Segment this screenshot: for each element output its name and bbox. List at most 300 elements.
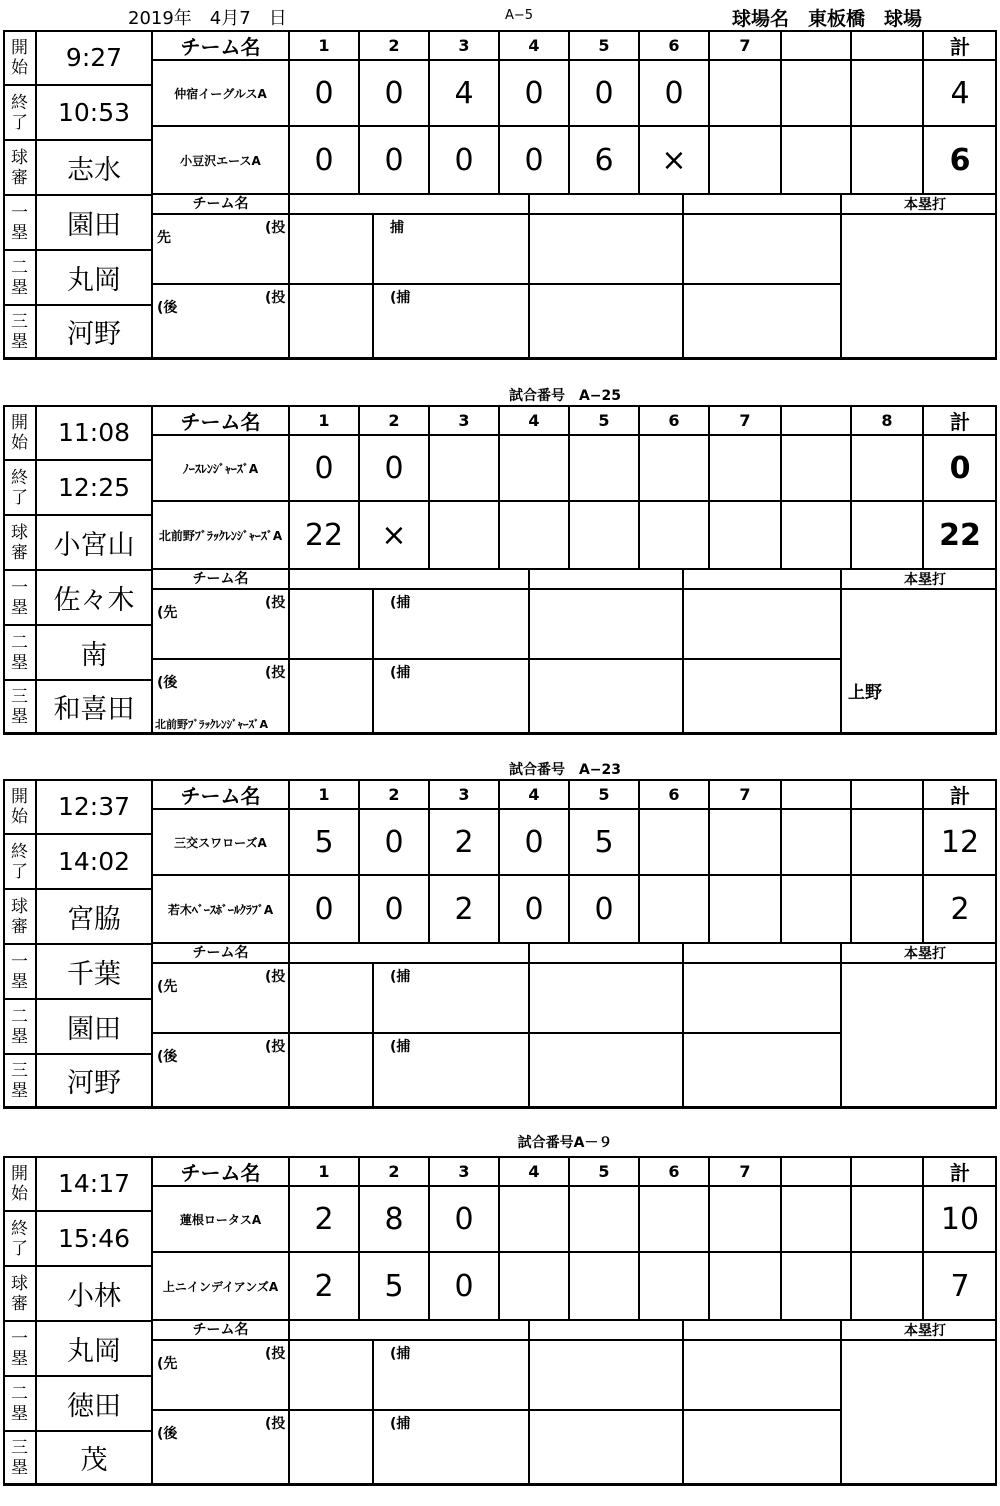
second-base-umpire: 徳田 — [36, 1376, 152, 1431]
inning-score: 5 — [359, 1252, 429, 1320]
inning-score: 0 — [429, 126, 499, 194]
team-name: 上ニインデイアンズA — [152, 1252, 289, 1320]
inning-score — [709, 435, 781, 501]
total-header: 計 — [923, 779, 997, 809]
pitcher-label: (投 — [265, 1346, 286, 1362]
plate-umpire-name: 宮脇 — [36, 889, 152, 944]
start-label — [3, 405, 36, 460]
inning-score: 22 — [289, 501, 359, 569]
catcher-label: (捕 — [390, 1416, 411, 1432]
plate-umpire-label-text: 球審 — [11, 522, 28, 563]
plate-umpire-name: 志水 — [36, 140, 152, 195]
battery-team-cell — [152, 1410, 289, 1484]
plate-umpire-label-text: 球審 — [11, 896, 28, 937]
first-base-label — [3, 944, 36, 999]
home-run-header: 本塁打 — [841, 569, 997, 589]
first-base-umpire: 園田 — [36, 195, 152, 250]
start-time: 14:17 — [36, 1156, 152, 1211]
team-name: 若木ﾍﾞｰｽﾎﾞｰﾙｸﾗﾌﾞA — [152, 875, 289, 943]
lineup-cell — [529, 1033, 683, 1107]
batting-order-label: (後 — [157, 300, 178, 316]
inning-score — [429, 435, 499, 501]
lineup-cell — [683, 1410, 841, 1484]
second-base-umpire: 丸岡 — [36, 250, 152, 305]
inning-score: 6 — [569, 126, 639, 194]
inning-score — [851, 1252, 923, 1320]
inning-header: 6 — [639, 405, 709, 435]
inning-score — [639, 1252, 709, 1320]
catcher-cell — [373, 214, 529, 284]
lineup-header-cell — [289, 194, 529, 214]
first-base-label — [3, 195, 36, 250]
inning-score — [851, 1186, 923, 1252]
inning-score — [781, 1252, 851, 1320]
catcher-label: 捕 — [390, 220, 404, 236]
inning-score: 0 — [289, 126, 359, 194]
batting-order-label: (先 — [157, 979, 178, 995]
team-name-header: チーム名 — [152, 779, 289, 809]
inning-score — [781, 126, 851, 194]
home-run-header: 本塁打 — [841, 1320, 997, 1340]
batting-order-label: (先 — [157, 605, 178, 621]
inning-score: 2 — [289, 1186, 359, 1252]
end-label-text: 終了 — [11, 1218, 28, 1259]
pitcher-cell — [289, 589, 373, 659]
inning-header: 7 — [709, 30, 781, 60]
team-name: 三交スワローズA — [152, 809, 289, 875]
third-base-umpire: 河野 — [36, 305, 152, 358]
inning-header: 7 — [709, 779, 781, 809]
total-header: 計 — [923, 1156, 997, 1186]
inning-header: 2 — [359, 779, 429, 809]
inning-score — [639, 435, 709, 501]
inning-score: 0 — [289, 875, 359, 943]
inning-score: 0 — [569, 875, 639, 943]
pitcher-label: (投 — [265, 665, 286, 681]
inning-score — [709, 1186, 781, 1252]
plate-umpire-label-text: 球審 — [11, 1273, 28, 1314]
inning-header: 1 — [289, 405, 359, 435]
team-name-header: チーム名 — [152, 1156, 289, 1186]
inning-score — [851, 60, 923, 126]
pitcher-cell — [289, 659, 373, 733]
lineup-header-cell — [529, 943, 683, 963]
plate-umpire-name: 小宮山 — [36, 515, 152, 570]
plate-umpire-label — [3, 889, 36, 944]
second-base-label — [3, 999, 36, 1054]
inning-score — [851, 809, 923, 875]
start-time: 11:08 — [36, 405, 152, 460]
inning-score — [781, 501, 851, 569]
plate-umpire-name: 小林 — [36, 1266, 152, 1321]
plate-umpire-label — [3, 140, 36, 195]
inning-score: 0 — [359, 809, 429, 875]
pitcher-cell — [289, 1340, 373, 1410]
inning-score: 0 — [499, 126, 569, 194]
second-base-label-text: 二塁 — [11, 257, 28, 298]
batting-order-label: (後 — [157, 1426, 178, 1442]
lineup-team-name-header: チーム名 — [152, 1320, 289, 1340]
catcher-label: (捕 — [390, 1346, 411, 1362]
inning-header: 7 — [709, 405, 781, 435]
lineup-cell — [529, 284, 683, 358]
battery-team-cell — [152, 589, 289, 659]
first-base-label — [3, 570, 36, 625]
team-name: 蓮根ロータスA — [152, 1186, 289, 1252]
inning-score — [709, 875, 781, 943]
inning-header — [781, 1156, 851, 1186]
second-base-umpire: 園田 — [36, 999, 152, 1054]
inning-score: 0 — [639, 60, 709, 126]
pitcher-cell — [289, 963, 373, 1033]
inning-score: 0 — [499, 60, 569, 126]
pitcher-label: (投 — [265, 220, 286, 236]
inning-score — [851, 501, 923, 569]
inning-score: 0 — [289, 60, 359, 126]
third-base-label — [3, 680, 36, 733]
second-base-label — [3, 1376, 36, 1431]
inning-header: 3 — [429, 30, 499, 60]
home-run-team-name: 北前野ﾌﾞﾗｯｸﾚﾝｼﾞｬｰｽﾞA — [155, 718, 269, 731]
first-base-umpire: 丸岡 — [36, 1321, 152, 1376]
lineup-header-cell — [289, 569, 529, 589]
inning-header: 2 — [359, 405, 429, 435]
end-time: 15:46 — [36, 1211, 152, 1266]
first-base-label — [3, 1321, 36, 1376]
team-name: 北前野ﾌﾞﾗｯｸﾚﾝｼﾞｬｰｽﾞA — [152, 501, 289, 569]
third-base-umpire: 河野 — [36, 1054, 152, 1107]
first-base-umpire: 千葉 — [36, 944, 152, 999]
start-label-text: 開始 — [11, 412, 28, 453]
catcher-label: (捕 — [390, 1039, 411, 1055]
inning-header: 6 — [639, 779, 709, 809]
start-label — [3, 30, 36, 85]
inning-score: 2 — [429, 875, 499, 943]
inning-score: 0 — [289, 435, 359, 501]
team-name-header: チーム名 — [152, 405, 289, 435]
inning-score — [639, 501, 709, 569]
pitcher-cell — [289, 284, 373, 358]
inning-score: 0 — [359, 435, 429, 501]
pitcher-label: (投 — [265, 595, 286, 611]
total-header: 計 — [923, 30, 997, 60]
team-total: 22 — [923, 501, 997, 569]
pitcher-cell — [289, 1410, 373, 1484]
game-number-title: 試合番号 A−25 — [508, 388, 622, 404]
inning-header: 2 — [359, 1156, 429, 1186]
inning-score — [781, 809, 851, 875]
inning-header: 5 — [569, 1156, 639, 1186]
second-base-label-text: 二塁 — [11, 1006, 28, 1047]
end-label — [3, 1211, 36, 1266]
lineup-header-cell — [683, 569, 841, 589]
lineup-cell — [683, 1340, 841, 1410]
end-label-text: 終了 — [11, 467, 28, 508]
lineup-header-cell — [683, 1320, 841, 1340]
inning-score — [569, 1252, 639, 1320]
lineup-cell — [683, 214, 841, 284]
battery-team-cell — [152, 963, 289, 1033]
inning-score — [639, 1186, 709, 1252]
third-base-label — [3, 1054, 36, 1107]
end-time: 10:53 — [36, 85, 152, 140]
catcher-cell — [373, 1410, 529, 1484]
second-base-label-text: 二塁 — [11, 632, 28, 673]
team-name: 小豆沢エースA — [152, 126, 289, 194]
third-base-label-text: 三塁 — [11, 311, 28, 352]
second-base-label — [3, 250, 36, 305]
inning-header — [781, 30, 851, 60]
inning-header: 2 — [359, 30, 429, 60]
inning-score: 0 — [359, 875, 429, 943]
inning-score — [709, 60, 781, 126]
plate-umpire-label — [3, 1266, 36, 1321]
inning-score — [781, 435, 851, 501]
catcher-cell — [373, 1033, 529, 1107]
home-run-cell — [841, 214, 997, 358]
third-base-umpire: 和喜田 — [36, 680, 152, 733]
batting-order-label: (後 — [157, 675, 178, 691]
inning-score — [709, 501, 781, 569]
inning-header — [781, 405, 851, 435]
lineup-cell — [529, 1340, 683, 1410]
third-base-label-text: 三塁 — [11, 1060, 28, 1101]
start-time: 12:37 — [36, 779, 152, 834]
lineup-cell — [683, 589, 841, 659]
game-number-title: 試合番号 A−23 — [508, 762, 622, 778]
end-label — [3, 85, 36, 140]
first-base-label-text: 一塁 — [11, 951, 28, 992]
inning-score: 2 — [289, 1252, 359, 1320]
lineup-cell — [529, 963, 683, 1033]
inning-score — [569, 435, 639, 501]
pitcher-label: (投 — [265, 969, 286, 985]
catcher-cell — [373, 589, 529, 659]
team-total: 2 — [923, 875, 997, 943]
battery-team-cell — [152, 659, 289, 733]
inning-score — [499, 501, 569, 569]
inning-score: × — [639, 126, 709, 194]
team-name: 仲宿イーグルスA — [152, 60, 289, 126]
pitcher-label: (投 — [265, 1416, 286, 1432]
game-scorecard — [3, 30, 997, 380]
battery-team-cell — [152, 1033, 289, 1107]
lineup-header-cell — [529, 1320, 683, 1340]
game-scorecard — [3, 779, 997, 1129]
pitcher-cell — [289, 214, 373, 284]
lineup-cell — [683, 284, 841, 358]
inning-score — [851, 875, 923, 943]
venue-name: 球場名 東板橋 球場 — [732, 8, 923, 30]
catcher-cell — [373, 659, 529, 733]
inning-score — [709, 126, 781, 194]
catcher-label: (捕 — [390, 595, 411, 611]
catcher-label: (捕 — [390, 969, 411, 985]
start-time: 9:27 — [36, 30, 152, 85]
inning-header — [851, 30, 923, 60]
inning-score — [709, 809, 781, 875]
inning-score — [569, 501, 639, 569]
first-base-label-text: 一塁 — [11, 577, 28, 618]
inning-score — [781, 1186, 851, 1252]
start-label-text: 開始 — [11, 37, 28, 78]
inning-header — [851, 779, 923, 809]
home-run-entry: 上野 — [848, 683, 882, 703]
end-label-text: 終了 — [11, 841, 28, 882]
total-header: 計 — [923, 405, 997, 435]
end-label — [3, 834, 36, 889]
plate-umpire-label-text: 球審 — [11, 147, 28, 188]
inning-score — [709, 1252, 781, 1320]
first-base-umpire: 佐々木 — [36, 570, 152, 625]
inning-header: 4 — [499, 1156, 569, 1186]
team-name-header: チーム名 — [152, 30, 289, 60]
inning-score: 0 — [429, 1186, 499, 1252]
pitcher-cell — [289, 1033, 373, 1107]
team-total: 4 — [923, 60, 997, 126]
inning-score — [781, 60, 851, 126]
inning-header: 6 — [639, 1156, 709, 1186]
inning-header: 3 — [429, 405, 499, 435]
end-label — [3, 460, 36, 515]
inning-score: 0 — [569, 60, 639, 126]
inning-score: 8 — [359, 1186, 429, 1252]
inning-header: 5 — [569, 405, 639, 435]
batting-order-label: (後 — [157, 1049, 178, 1065]
second-base-label-text: 二塁 — [11, 1383, 28, 1424]
inning-header: 5 — [569, 779, 639, 809]
third-base-label-text: 三塁 — [11, 1437, 28, 1478]
inning-header: 7 — [709, 1156, 781, 1186]
start-label — [3, 779, 36, 834]
inning-score — [639, 809, 709, 875]
inning-score: 5 — [569, 809, 639, 875]
game-scorecard — [3, 1156, 997, 1506]
match-date: 2019年 4月7 日 — [128, 8, 287, 29]
end-label-text: 終了 — [11, 92, 28, 133]
lineup-team-name-header: チーム名 — [152, 569, 289, 589]
lineup-cell — [683, 1033, 841, 1107]
batting-order-label: 先 — [157, 230, 171, 246]
lineup-header-cell — [529, 194, 683, 214]
home-run-cell — [841, 1340, 997, 1484]
inning-score: 5 — [289, 809, 359, 875]
inning-score: 0 — [429, 1252, 499, 1320]
catcher-cell — [373, 1340, 529, 1410]
lineup-header-cell — [683, 943, 841, 963]
lineup-cell — [683, 963, 841, 1033]
inning-score — [499, 435, 569, 501]
inning-score — [499, 1186, 569, 1252]
lineup-cell — [529, 659, 683, 733]
home-run-cell — [841, 963, 997, 1107]
inning-header: 1 — [289, 779, 359, 809]
lineup-cell — [529, 1410, 683, 1484]
inning-score — [851, 126, 923, 194]
pitcher-label: (投 — [265, 1039, 286, 1055]
catcher-cell — [373, 963, 529, 1033]
end-time: 12:25 — [36, 460, 152, 515]
inning-header: 6 — [639, 30, 709, 60]
inning-score: 4 — [429, 60, 499, 126]
game-scorecard — [3, 405, 997, 755]
catcher-label: (捕 — [390, 665, 411, 681]
first-base-label-text: 一塁 — [11, 202, 28, 243]
team-total: 0 — [923, 435, 997, 501]
game-number-title: 試合番号A－９ — [517, 1135, 613, 1151]
inning-score — [569, 1186, 639, 1252]
plate-umpire-label — [3, 515, 36, 570]
start-label-text: 開始 — [11, 1163, 28, 1204]
sheet-code: A−5 — [505, 8, 534, 23]
inning-header: 1 — [289, 30, 359, 60]
lineup-cell — [529, 214, 683, 284]
team-name: ﾉｰｽﾚﾝｼﾞｬｰｽﾞA — [152, 435, 289, 501]
start-label — [3, 1156, 36, 1211]
end-time: 14:02 — [36, 834, 152, 889]
lineup-header-cell — [683, 194, 841, 214]
inning-score — [429, 501, 499, 569]
lineup-team-name-header: チーム名 — [152, 194, 289, 214]
inning-score: 0 — [359, 126, 429, 194]
sheet-header — [0, 0, 1000, 30]
lineup-cell — [529, 589, 683, 659]
battery-team-cell — [152, 284, 289, 358]
inning-header: 4 — [499, 30, 569, 60]
home-run-header: 本塁打 — [841, 943, 997, 963]
inning-header — [851, 1156, 923, 1186]
batting-order-label: (先 — [157, 1356, 178, 1372]
inning-header — [781, 779, 851, 809]
pitcher-label: (投 — [265, 290, 286, 306]
home-run-header: 本塁打 — [841, 194, 997, 214]
inning-header: 4 — [499, 779, 569, 809]
third-base-label — [3, 1431, 36, 1484]
team-total: 6 — [923, 126, 997, 194]
inning-header: 3 — [429, 1156, 499, 1186]
battery-team-cell — [152, 214, 289, 284]
third-base-label-text: 三塁 — [11, 686, 28, 727]
inning-header: 1 — [289, 1156, 359, 1186]
home-run-cell — [841, 589, 997, 733]
inning-header: 8 — [851, 405, 923, 435]
inning-header: 5 — [569, 30, 639, 60]
third-base-umpire: 茂 — [36, 1431, 152, 1484]
inning-score — [851, 435, 923, 501]
inning-score — [499, 1252, 569, 1320]
start-label-text: 開始 — [11, 786, 28, 827]
inning-score: 2 — [429, 809, 499, 875]
inning-score: 0 — [499, 875, 569, 943]
lineup-cell — [683, 659, 841, 733]
inning-score: 0 — [359, 60, 429, 126]
team-total: 10 — [923, 1186, 997, 1252]
second-base-label — [3, 625, 36, 680]
first-base-label-text: 一塁 — [11, 1328, 28, 1369]
team-total: 7 — [923, 1252, 997, 1320]
lineup-header-cell — [529, 569, 683, 589]
battery-team-cell — [152, 1340, 289, 1410]
team-total: 12 — [923, 809, 997, 875]
lineup-header-cell — [289, 943, 529, 963]
catcher-cell — [373, 284, 529, 358]
inning-score — [639, 875, 709, 943]
second-base-umpire: 南 — [36, 625, 152, 680]
inning-header: 3 — [429, 779, 499, 809]
lineup-team-name-header: チーム名 — [152, 943, 289, 963]
inning-score — [781, 875, 851, 943]
inning-header: 4 — [499, 405, 569, 435]
